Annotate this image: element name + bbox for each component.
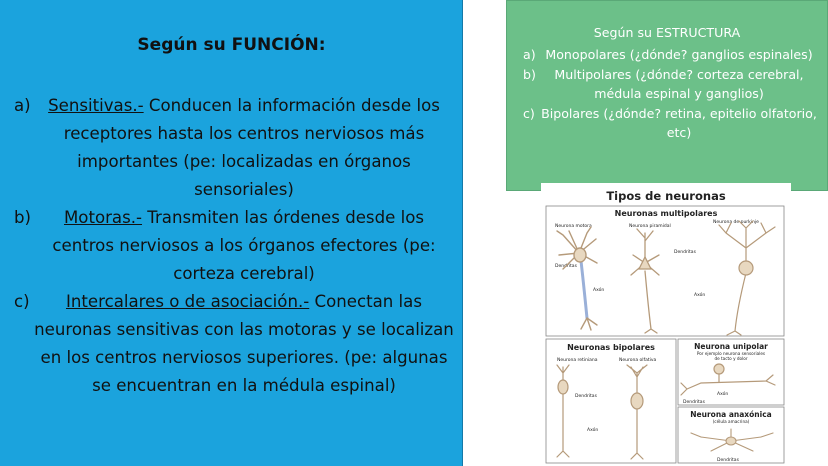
multipolar-panel xyxy=(546,206,784,336)
label-dendritas-bipolar: Dendritas xyxy=(575,394,597,399)
figure-title: Tipos de neuronas xyxy=(606,189,726,203)
item-term: Intercalares o de asociación.- xyxy=(66,292,310,311)
label-axon-bipolar: Axón xyxy=(587,428,599,433)
item-marker: b) xyxy=(523,66,536,82)
label-purkinje: Neurona de purkinje xyxy=(713,220,759,225)
function-item-motoras xyxy=(14,204,454,288)
function-list xyxy=(14,92,454,400)
label-dendritas-anaxonic: Dendritas xyxy=(717,458,739,463)
function-item-sensitivas xyxy=(14,92,454,204)
item-marker: b) xyxy=(14,208,32,227)
item-term: Motoras.- xyxy=(63,208,143,227)
structure-item-multipolares xyxy=(515,65,821,104)
item-text: Conducen la información desde los receptores hasta los centros nerviosos más importantes (pe: localizadas en órganos sensoriales) xyxy=(63,96,440,199)
anaxonic-title: Neurona anaxónica xyxy=(690,410,772,419)
label-axon-unipolar: Axón xyxy=(717,392,729,397)
multipolar-title: Neuronas multipolares xyxy=(614,209,718,218)
unipolar-subtitle-2: de tacto y dolor xyxy=(714,356,748,361)
label-dendritas-1: Dendritas xyxy=(555,264,577,269)
item-marker: a) xyxy=(14,96,31,115)
anaxonic-panel xyxy=(678,407,784,463)
item-text: Monopolares (¿dónde? ganglios espinales) xyxy=(545,47,813,62)
label-dendritas-2: Dendritas xyxy=(674,250,696,255)
bipolar-title: Neuronas bipolares xyxy=(567,343,655,352)
structure-list xyxy=(515,45,821,143)
unipolar-title: Neurona unipolar xyxy=(694,342,768,351)
anaxonic-subtitle: (célula amacrina) xyxy=(712,419,750,424)
unipolar-panel xyxy=(678,339,784,405)
item-text: Bipolares (¿dónde? retina, epitelio olfatorio, etc) xyxy=(541,105,817,140)
function-item-intercalares xyxy=(14,288,454,400)
function-title: Según su FUNCIÓN: xyxy=(137,35,326,55)
label-motora: Neurona motora xyxy=(555,224,592,229)
label-dendritas-unipolar: Dendritas xyxy=(683,400,705,405)
item-marker: a) xyxy=(523,47,536,62)
item-marker: c) xyxy=(14,292,30,311)
label-axon-1: Axón xyxy=(593,288,605,293)
item-text: Multipolares (¿dónde? corteza cerebral, médula espinal y ganglios) xyxy=(554,66,804,101)
bipolar-panel xyxy=(546,339,676,463)
label-retiniana: Neurona retiniana xyxy=(557,358,598,363)
item-text: Conectan las neuronas sensitivas con las motoras y se localizan en los centros nerviosos superiores. (pe: algunas se encuentran en la médula espinal) xyxy=(34,292,454,395)
structure-title: Según su ESTRUCTURA xyxy=(593,25,741,40)
item-marker: c) xyxy=(523,105,535,121)
unipolar-subtitle-1: Por ejemplo neurona sensoriales xyxy=(696,351,766,356)
structure-item-bipolares xyxy=(515,104,821,143)
item-term: Sensitivas.- xyxy=(48,96,144,115)
label-olfativa: Neurona olfativa xyxy=(619,358,657,363)
structure-box xyxy=(506,0,828,191)
item-text: Transmiten las órdenes desde los centros nerviosos a los órganos efectores (pe: corteza cerebral) xyxy=(52,208,436,283)
label-piramidal: Neurona piramidal xyxy=(629,224,671,229)
label-axon-2: Axón xyxy=(694,293,706,298)
neuron-types-diagram xyxy=(541,183,791,466)
neuron-types-figure xyxy=(541,183,791,466)
structure-item-monopolares xyxy=(515,45,821,65)
